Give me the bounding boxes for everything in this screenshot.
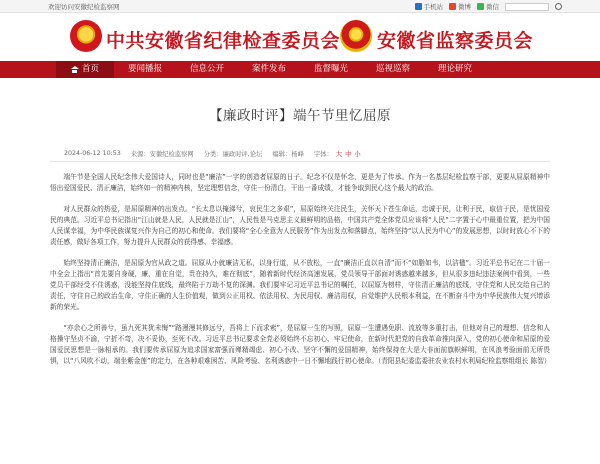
font-size-label: 字体： xyxy=(313,151,333,158)
wechat-link[interactable]: 微信 xyxy=(477,2,499,11)
font-size-small[interactable]: 小 xyxy=(354,151,361,158)
article-category: 分类：廉政时评,论坛 xyxy=(203,151,263,158)
site-header xyxy=(0,13,600,61)
publish-date: 2024-06-12 10:53 xyxy=(64,150,121,157)
nav-cases[interactable]: 案件发布 xyxy=(251,64,286,74)
home-icon xyxy=(71,66,79,73)
party-emblem-icon xyxy=(70,20,102,52)
main-nav xyxy=(0,61,600,78)
nav-exposure[interactable]: 监督曝光 xyxy=(313,64,348,74)
phone-icon xyxy=(415,3,422,10)
article-meta xyxy=(50,148,550,162)
top-utility-bar xyxy=(0,0,600,13)
nav-theory[interactable]: 理论研究 xyxy=(437,64,472,74)
font-size-medium[interactable]: 中 xyxy=(345,151,352,158)
mobile-site-link[interactable]: 手机站 xyxy=(415,2,444,11)
font-size-switcher xyxy=(314,149,361,158)
weibo-icon xyxy=(449,3,456,10)
party-committee-title[interactable]: 中共安徽省纪律检查委员会 xyxy=(106,30,341,52)
article-body xyxy=(50,172,550,367)
search-icon[interactable] xyxy=(555,3,562,10)
article-container xyxy=(50,78,550,367)
article-title: 【廉政时评】端午节里忆屈原 xyxy=(209,108,391,124)
article-paragraph: 端午节是全国人民纪念伟大爱国诗人，同时也是“廉洁”一字的创造者屈原的日子。纪念不仅是怀念，更是为了传承。作为一名基层纪检监察干部，更要从屈原精神中悟出爱国爱民、清正廉洁，始终如一的精神内核，坚定理想信念，守住一份清白，干出一番成绩，才能争取到民心这个最大的政治。 xyxy=(50,173,550,192)
article-source: 来源：安徽纪检监察网 xyxy=(130,151,194,158)
article-editor: 编辑：杨峰 xyxy=(272,151,304,158)
nav-home[interactable]: 首页 xyxy=(56,61,114,78)
wechat-icon xyxy=(477,3,484,10)
supervision-committee-title[interactable]: 安徽省监察委员会 xyxy=(377,30,534,52)
utility-links xyxy=(415,2,563,11)
nav-disclosure[interactable]: 信息公开 xyxy=(189,64,224,74)
nav-news[interactable]: 要闻播报 xyxy=(127,64,162,74)
article-paragraph: 对人民群众的热爱，是屈原精神的出发点。“长太息以掩涕兮，哀民生之多艰”，屈原始终关注民生，关怀天下苍生命运，忠诚于民，让利于民，取信于民，是忧国爱民的典范。习近平总书记指出“江山就是人民，人民就是江山”，人民性是马克思主义最鲜明的品格，中国共产党全体党员应该将“人民”二字置于心中最重位置，把为中国人民谋幸福，为中华民族谋复兴作为自己的初心和使命。我们要将“全心全意为人民服务”作为出发点和落脚点，始终坚持“以人民为中心”的发展思想，以时时放心不下的责任感，做好各项工作，努力提升人民群众的获得感、幸福感。 xyxy=(50,205,550,247)
font-size-large[interactable]: 大 xyxy=(335,151,343,158)
article-paragraph: 始终坚持清正廉洁，是屈原为官从政之道。屈原从小就廉洁无私，以身行道，从不放松，一直“廉洁正直以自清”而不“如脂如韦，以洁楹”。习近平总书记在二十届一中全会上指出“首先要自身硬，廉，重在自觉，贵在持久，难在彻底”，随着新时代经济高速发展，党员领导干部面对诱惑越来越多，但从很多违纪违法案例中看到，一些党员干部经受不住诱惑，没能坚持住底线，最终陷于万劫不复的深渊。我们要牢记习近平总书记的嘱托，以屈原为榜样，守住清正廉洁的底线，守住党和人民交给自己的责任，守住自己的政治生命，守住正确的人生价值观，做到公正用权、依法用权、为民用权、廉洁用权，自觉维护人民根本利益，在不断奋斗中为中华民族伟大复兴增添新的荣光。 xyxy=(50,259,550,312)
welcome-text: 欢迎访问安徽纪检监察网 xyxy=(48,3,120,11)
nav-inspection[interactable]: 巡视巡察 xyxy=(375,64,410,74)
weibo-link[interactable]: 微博 xyxy=(449,2,471,11)
article-paragraph: “亦余心之所善兮，虽九死其犹未悔”“路漫漫其修远兮，吾将上下而求索”，是屈原一生的写照，屈原一生遭遇免职、流放等多重打击，但他对自己的理想、信念和人格操守坚贞不渝，宁折不弯，决不妥协，至死不改。习近平总书记要求全党必须始终不忘初心、牢记使命，在新时代把党的自我革命推向深入，党的初心使命和屈原的爱国爱民思想是一脉相承的。我们要传承屈原为追求国家富强而殚精竭虑、初心不改、坚守不懈的爱国精神，始终保持在大是大非面前旗帜鲜明，在风浪考验面前无所畏惧，以“八风吹不动，端坐紫金莲”的定力，在各种艰难困苦、风险考验、名利诱惑中一日不懈地践行初心使命。（青阳县纪委监委驻农业农村水利局纪检监察组组长 陈智） xyxy=(50,324,551,366)
national-emblem-icon xyxy=(340,20,372,52)
search-input[interactable] xyxy=(505,3,549,11)
